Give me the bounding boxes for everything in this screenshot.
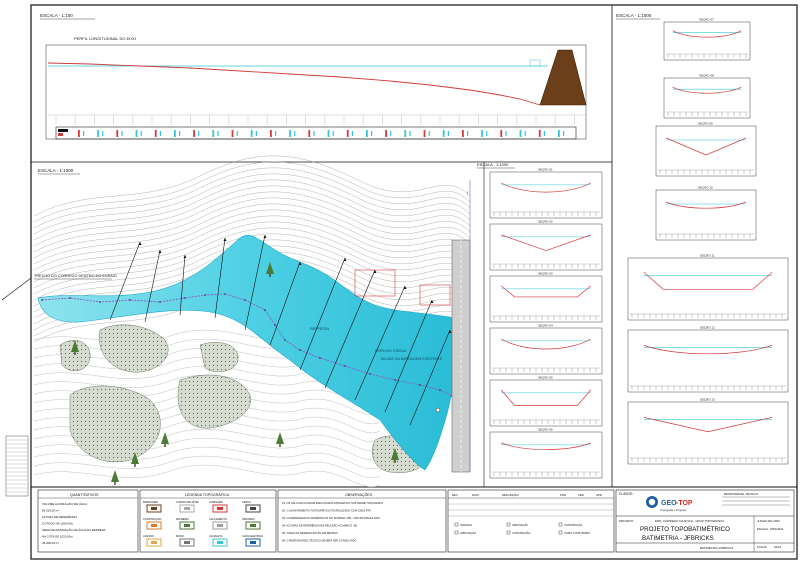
sheet-label: FOLHA: (757, 545, 768, 549)
cross-section-panel (490, 271, 602, 323)
legend-label: CALÇAMENTO (209, 518, 227, 521)
status-label: APROVAÇÃO (460, 532, 477, 535)
notes-title: OBSERVAÇÕES (345, 493, 373, 497)
status-label: COMO CONSTRUÍDO (564, 532, 591, 535)
station-mark (347, 130, 349, 137)
vegetation-patch (178, 375, 251, 428)
revision-header: DATA (472, 493, 480, 497)
legend-label: CERCA (242, 501, 252, 504)
section-title: SEÇÃO 04 (538, 323, 553, 328)
station-mark (78, 130, 80, 137)
survey-point (129, 299, 131, 301)
survey-point (159, 301, 161, 303)
legend-label: ÁRVORES (242, 518, 255, 521)
station-mark (289, 130, 291, 137)
station-mark (83, 131, 84, 136)
survey-point (319, 357, 321, 359)
station-mark (520, 130, 522, 137)
status-checkbox (507, 531, 510, 534)
logo-text-geo: GEO (661, 500, 677, 507)
station-mark (366, 130, 368, 137)
cross-sections-middle (477, 162, 602, 478)
creek-callout: TRECHO DO CÓRREGO DENTRO DO ENSAIO (34, 274, 117, 278)
legend-label: PALMEIRA (176, 518, 189, 521)
survey-point (264, 309, 266, 311)
station-mark (136, 130, 138, 137)
survey-point (394, 379, 396, 381)
station-mark (116, 130, 118, 137)
station-mark (385, 130, 387, 137)
mid-sections-scale-label: ESCALA - 1:1000 (477, 162, 509, 167)
company-logo (646, 496, 693, 512)
revision-header: APR (596, 493, 602, 497)
note-item: 05- TODAS AS MEDIDAS ESTÃO EM METROS (282, 532, 338, 535)
plan-scale-label: ESCALA - 1:1000 (38, 168, 74, 173)
station-mark (179, 131, 180, 136)
station-mark (563, 131, 564, 136)
station-mark (467, 131, 468, 136)
survey-point (274, 324, 276, 326)
station-mark (251, 130, 253, 137)
section-arrow (184, 255, 187, 258)
station-mark (558, 130, 560, 137)
status-checkbox (559, 531, 562, 534)
quantity-row: 45.208,00 m² (42, 541, 60, 545)
section-title: SEÇÃO 09 (698, 121, 713, 126)
survey-point (184, 297, 186, 299)
section-title: SEÇÃO 12 (700, 325, 715, 330)
station-mark (525, 131, 526, 136)
note-item: 01- OS CÁLCULOS FORAM EXECUTADOS ATRAVÉS DO SOFTWARE TOPOGRAPH (282, 502, 383, 505)
status-label: APROVAÇÃO (512, 524, 529, 527)
cross-section-panel (628, 253, 788, 321)
survey-point (419, 384, 421, 386)
section-title: SEÇÃO 05 (538, 375, 553, 380)
water-surface-label: ESPELHO D'ÁGUA (375, 349, 407, 353)
station-mark (429, 131, 430, 136)
station-mark (424, 130, 426, 137)
dam-section (540, 50, 586, 105)
profile-frame (46, 45, 586, 139)
station-mark (237, 131, 238, 136)
station-mark (462, 130, 464, 137)
station-mark (539, 130, 541, 137)
legend-label: MURO (176, 535, 184, 538)
station-mark (409, 131, 410, 136)
legend-label: CANALETA (209, 535, 223, 538)
status-checkbox (455, 531, 458, 534)
vegetation-patch (99, 325, 168, 372)
cross-section-panel (664, 73, 750, 119)
station-mark (544, 131, 545, 136)
layer-list-lines (7, 440, 27, 492)
profile-title: PERFIL LONGITUDINAL DO EIXO (74, 36, 137, 41)
quantity-row: 85.516,00 m³ (42, 508, 60, 513)
station-mark (121, 131, 122, 136)
section-arrow (224, 238, 227, 241)
section-title: SEÇÃO 11 (700, 253, 715, 258)
note-item: 03- COORDENADAS PLANIMÉTRICAS NO SISTEMA UTM - DATUM SIRGAS 2000 (282, 517, 380, 520)
survey-point (284, 339, 286, 341)
station-mark (308, 130, 310, 137)
legend-title: LEGENDA TOPOGRÁFICA (185, 493, 230, 497)
station-mark (390, 131, 391, 136)
quantities-title: QUANTITATIVOS (70, 493, 99, 497)
survey-point (204, 294, 206, 296)
station-mark (481, 130, 483, 137)
section-arrow (159, 250, 162, 253)
profile-scale-label: ESCALA - 1:100 (40, 13, 73, 18)
station-mark (193, 130, 195, 137)
building (355, 270, 395, 296)
station-mark (486, 131, 487, 136)
layer-list (6, 436, 28, 496)
revision-header: REV (452, 493, 458, 497)
station-mark (333, 131, 334, 136)
quantity-row: COTA DO NA 1020,00m (42, 521, 74, 526)
legend-label: BARRAGEM (143, 501, 158, 504)
project-title: PROJETO TOPOBATIMÉTRICO (640, 526, 730, 533)
station-mark (102, 131, 103, 136)
cross-section-panel (656, 185, 756, 241)
revision-header: VER (578, 493, 584, 497)
cross-section-panel (656, 121, 756, 177)
revision-header: DESCRIÇÃO (502, 493, 519, 497)
section-title: SEÇÃO 08 (699, 73, 714, 78)
project-label: PROJETO: (619, 519, 634, 523)
tree-icon (276, 432, 284, 447)
cross-section-panel (490, 323, 602, 375)
survey-point (369, 373, 371, 375)
survey-point (244, 299, 246, 301)
sheet-value: 01/01 (774, 545, 781, 549)
scale-label: ESCALA: (757, 527, 769, 531)
legend-label: CAIXA ELÉTRICA (242, 535, 264, 538)
status-checkbox (507, 523, 510, 526)
cross-sections-right (616, 13, 788, 464)
cross-section-panel (490, 375, 602, 427)
status-checkbox (455, 523, 458, 526)
section-arrow (139, 242, 142, 245)
note-item: 02- O LEVANTAMENTO TOPOGRÁFICO FOI REALIZADO COM GNSS RTK (282, 509, 371, 513)
dam-slope-label: TALUDE DA BARRAGEM EXISTENTE (380, 357, 443, 361)
scale-value: INDICADA (770, 527, 784, 531)
profile-grid (48, 115, 586, 125)
date-text: JUNHO DE 2023 (757, 519, 780, 523)
survey-point (99, 301, 101, 303)
section-arrow (264, 235, 267, 238)
longitudinal-profile (40, 13, 586, 139)
quantity-row: NA COTA DE 1020,00m (42, 534, 73, 539)
station-mark (270, 130, 272, 137)
survey-point (299, 349, 301, 351)
station-mark (174, 130, 176, 137)
station-mark (448, 131, 449, 136)
section-title: SEÇÃO 01 (538, 167, 553, 172)
reservoir-label: REPRESA (310, 326, 330, 331)
station-mark (443, 130, 445, 137)
drawing-number: BATIMETRIA-JFBRICKS (700, 546, 734, 550)
survey-point (69, 297, 71, 299)
section-title: SEÇÃO 07 (699, 17, 714, 22)
survey-point (439, 389, 441, 391)
bottom-strip (38, 490, 794, 552)
cross-section-panel (628, 325, 788, 393)
station-mark (160, 131, 161, 136)
note-item: 04- ALTURAS DE REFERÊNCIA EM RELAÇÃO AO MARCO -M1 (282, 524, 358, 528)
station-mark (232, 130, 234, 137)
station-mark (404, 130, 406, 137)
legend-label: LUMINÁRIA (209, 501, 224, 504)
status-label: CONSTRUÇÃO (564, 524, 583, 527)
station-mark (371, 131, 372, 136)
cross-section-panel (490, 427, 602, 479)
station-mark (313, 131, 314, 136)
station-marks (78, 130, 564, 137)
station-mark (141, 131, 142, 136)
quantity-row: VOLUME ACUMULADO DE ÁGUA (42, 502, 88, 506)
light-pole-icon (436, 408, 440, 412)
station-mark (212, 130, 214, 137)
logo-subtitle: Topografia e Projetos (660, 508, 687, 512)
station-strip (56, 127, 576, 139)
tree-icon (111, 470, 119, 485)
responsible-label: RESPONSÁVEL TÉCNICO (724, 492, 759, 496)
station-mark (97, 130, 99, 137)
survey-point (224, 293, 226, 295)
client-label: CLIENTE: (619, 492, 634, 496)
legend-label: CONSTRUÇÃO (143, 518, 162, 521)
status-label: ORIGINAL (460, 524, 473, 527)
quantity-row: ALTURA DE REFERÊNCIA (42, 515, 78, 519)
section-title: SEÇÃO 03 (538, 271, 553, 276)
status-checkbox (559, 523, 562, 526)
station-mark (155, 130, 157, 137)
survey-point (344, 365, 346, 367)
legend-label: CURVAS DE NÍVEL (176, 501, 200, 504)
station-mark (275, 131, 276, 136)
station-mark (294, 131, 295, 136)
logo-text-top: -TOP (676, 500, 693, 507)
north-arrow-icon: ↑ (466, 191, 469, 197)
quantity-row: ÁREA DE INUNDAÇÃO DE ÁGUA DA REPRESA (42, 528, 106, 532)
legend-label: ACESSO (143, 535, 154, 538)
note-item: 06- O RESPONSÁVEL TÉCNICO DEVERÁ SER CONSULTADO (282, 539, 357, 543)
plan-view (34, 156, 470, 487)
terrain-profile-line (48, 63, 540, 105)
station-mark (217, 131, 218, 136)
section-title: SEÇÃO 06 (538, 427, 553, 432)
station-mark (352, 131, 353, 136)
cross-section-panel (490, 167, 602, 219)
right-sections-scale-label: ESCALA - 1:1000 (616, 13, 652, 18)
station-mark (500, 130, 502, 137)
survey-point (41, 299, 43, 301)
station-mark (198, 131, 199, 136)
cross-section-panel (628, 397, 788, 465)
revision-header: POR (560, 493, 567, 497)
project-subtitle: BATIMETRIA - JFBRICKS (642, 535, 714, 542)
section-title: SEÇÃO 13 (700, 397, 715, 402)
status-label: CONSTRUÇÃO (512, 532, 531, 535)
vegetation-patch (200, 342, 238, 371)
cross-section-panel (490, 219, 602, 271)
section-title: SEÇÃO 10 (698, 185, 713, 190)
building (420, 285, 450, 305)
section-title: SEÇÃO 02 (538, 219, 553, 224)
station-mark (256, 131, 257, 136)
fold-mark (2, 278, 31, 300)
station-mark (328, 130, 330, 137)
station-mark (505, 131, 506, 136)
location-text: END. CÓRREGO DA ROÇA - CRUZ TOPOGRAFIA (655, 519, 725, 523)
cross-section-panel (664, 17, 750, 61)
vegetation-patch (70, 386, 160, 462)
